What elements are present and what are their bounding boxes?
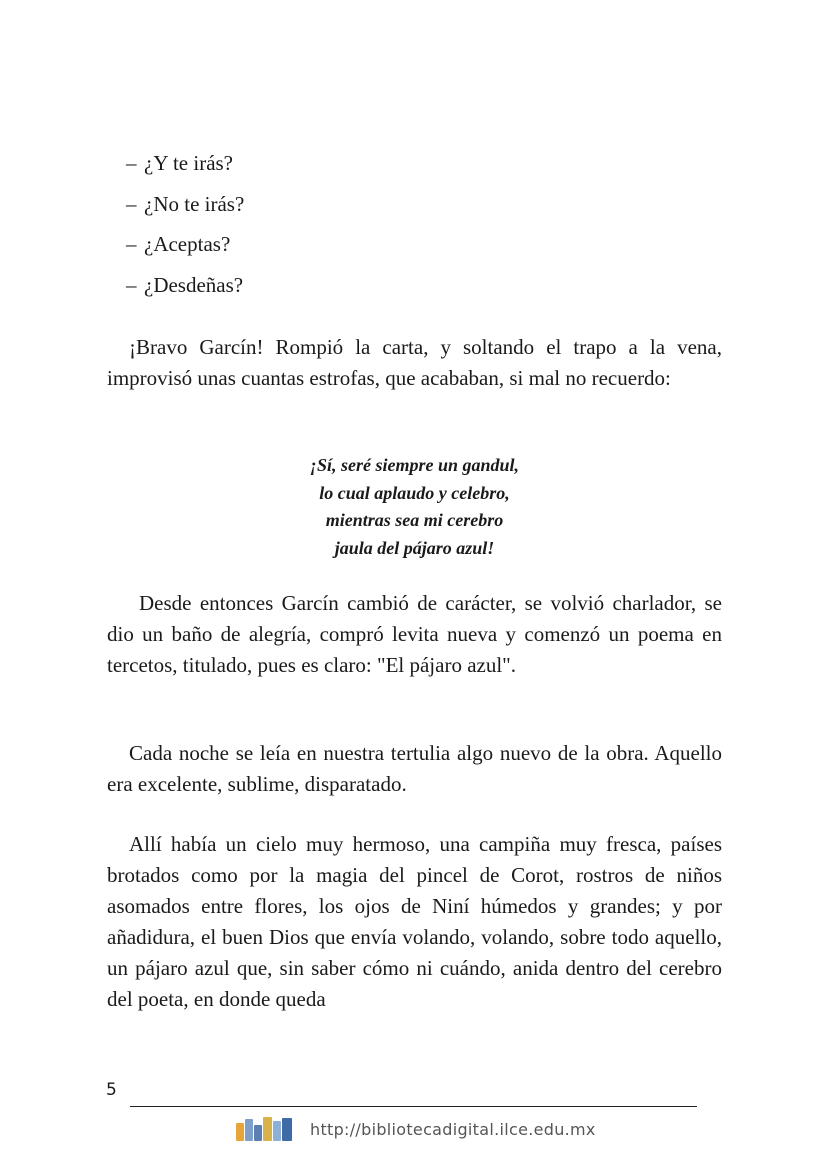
dialogue-line [126, 265, 244, 306]
dialogue-block [126, 143, 244, 305]
dialogue-line [126, 143, 244, 184]
dialogue-text: ¿Y te irás? [144, 151, 234, 175]
paragraph-alli: Allí había un cielo muy hermoso, una campiña muy fresca, países brotados como por la magia del pincel de Corot, rostros de niños asomados entre flores, los ojos de Niní húmedos y grandes; y por añadidura, el buen Dios que envía volando, volando, sobre todo aquello, un pájaro azul que, sin saber cómo ni cuándo, anida dentro del cerebro del poeta, en donde queda [107, 832, 722, 1011]
verse-line: lo cual aplaudo y celebro, [319, 482, 510, 503]
verse-line: jaula del pájaro azul! [334, 537, 495, 558]
footer-bar [234, 1114, 596, 1144]
verse-block [107, 452, 722, 562]
library-url-link[interactable]: http://bibliotecadigital.ilce.edu.mx [310, 1119, 596, 1139]
page-number: 5 [106, 1080, 117, 1100]
footer-divider [130, 1106, 697, 1107]
dialogue-text: ¿Aceptas? [144, 232, 231, 256]
verse-line: ¡Sí, seré siempre un gandul, [309, 455, 520, 475]
dialogue-text: ¿No te irás? [144, 191, 245, 216]
dialogue-dash: – [126, 151, 137, 175]
verse-line: mientras sea mi cerebro [325, 510, 504, 530]
paragraph-desde: Desde entonces Garcín cambió de carácter, se volvió charlador, se dio un baño de alegría, compró levita nueva y comenzó un poema en tercetos, titulado, pues es claro: "El pájaro azul". [107, 591, 722, 677]
books-logo-icon [234, 1115, 298, 1143]
dialogue-text: ¿Desdeñas? [144, 272, 244, 297]
dialogue-line [126, 224, 244, 265]
dialogue-dash: – [126, 232, 137, 256]
dialogue-dash: – [126, 272, 137, 297]
dialogue-line [126, 184, 244, 225]
paragraph-bravo: ¡Bravo Garcín! Rompió la carta, y soltando el trapo a la vena, improvisó unas cuantas estrofas, que acababan, si mal no recuerdo: [107, 335, 722, 390]
dialogue-dash: – [126, 191, 137, 216]
paragraph-cada: Cada noche se leía en nuestra tertulia algo nuevo de la obra. Aquello era excelente, sublime, disparatado. [107, 741, 722, 796]
